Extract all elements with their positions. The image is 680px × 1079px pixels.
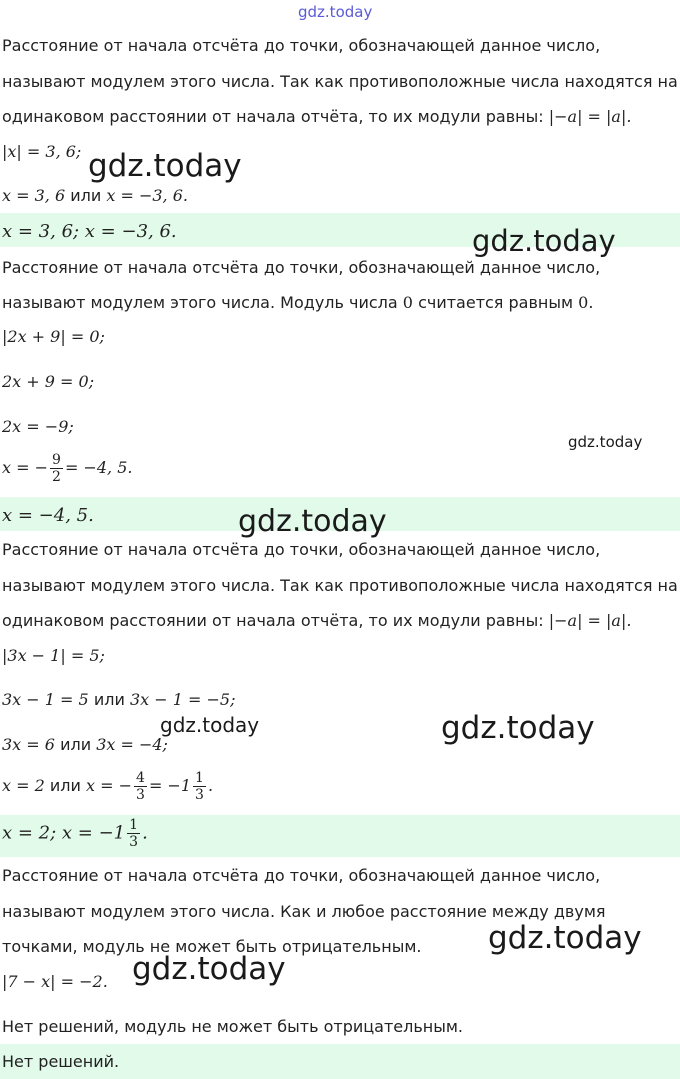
paragraph: [2, 293, 680, 312]
text: считается равным: [412, 293, 579, 312]
math: x = 2: [2, 776, 45, 795]
math: 0.: [578, 293, 594, 312]
equation: [2, 770, 680, 803]
text: одинаковом расстоянии от начала отчёта, то их модули равны:: [2, 107, 549, 126]
fraction: $\frac{9}{2}$: [52, 452, 61, 485]
fraction: $\frac{1}{3}$: [129, 817, 139, 850]
watermark: gdz.today: [298, 3, 373, 21]
equation: [2, 186, 680, 205]
answer: [2, 817, 680, 850]
math: |−a| = |a|.: [548, 611, 632, 630]
paragraph: Расстояние от начала отсчёта до точки, обозначающей данное число,: [2, 540, 601, 559]
equation: |7 − x| = −2.: [2, 972, 108, 991]
math: = −4, 5.: [64, 458, 133, 477]
answer: x = −4, 5.: [2, 505, 94, 526]
watermark: gdz.today: [238, 504, 387, 539]
math: x = −: [2, 458, 49, 477]
answer: x = 3, 6; x = −3, 6.: [2, 221, 177, 242]
math: 3x − 1 = 5: [2, 690, 89, 709]
text: называют модулем этого числа. Модуль числа: [2, 293, 403, 312]
watermark: gdz.today: [441, 710, 595, 746]
math: x = −: [86, 776, 133, 795]
math: 3x − 1 = −5;: [129, 690, 236, 709]
paragraph: называют модулем этого числа. Так как противоположные числа находятся на: [2, 576, 678, 595]
text: одинаковом расстоянии от начала отчёта, то их модули равны:: [2, 611, 549, 630]
fraction: $\frac{4}{3}$: [136, 770, 145, 803]
math: x = −3, 6.: [106, 186, 188, 205]
watermark: gdz.today: [488, 920, 642, 956]
paragraph: [2, 611, 680, 630]
watermark: gdz.today: [568, 433, 643, 451]
watermark: gdz.today: [472, 224, 616, 258]
paragraph: [2, 107, 680, 126]
watermark: gdz.today: [132, 951, 286, 987]
paragraph: Расстояние от начала отсчёта до точки, обозначающей данное число,: [2, 36, 601, 55]
math: = −1: [148, 776, 192, 795]
watermark: gdz.today: [160, 713, 260, 737]
text: или: [70, 186, 102, 205]
math: x = 3, 6: [2, 186, 66, 205]
equation: |x| = 3, 6;: [2, 142, 82, 161]
text: или: [49, 776, 81, 795]
paragraph: Расстояние от начала отсчёта до точки, обозначающей данное число,: [2, 866, 601, 885]
equation: 2x = −9;: [2, 417, 74, 436]
equation: 2x + 9 = 0;: [2, 372, 95, 391]
equation: [2, 452, 680, 485]
paragraph: Нет решений, модуль не может быть отрицательным.: [2, 1017, 464, 1036]
answer: Нет решений.: [2, 1052, 120, 1071]
paragraph: точками, модуль не может быть отрицательным.: [2, 937, 422, 956]
math: 0: [402, 293, 413, 312]
math: .: [207, 776, 214, 795]
fraction: $\frac{1}{3}$: [195, 770, 204, 803]
math: |−a| = |a|.: [548, 107, 632, 126]
math: x = 2; x = −1: [2, 822, 126, 844]
equation: |3x − 1| = 5;: [2, 646, 105, 665]
paragraph: называют модулем этого числа. Так как противоположные числа находятся на: [2, 72, 678, 91]
paragraph: Расстояние от начала отсчёта до точки, обозначающей данное число,: [2, 258, 601, 277]
math: .: [142, 822, 148, 844]
watermark: gdz.today: [88, 148, 242, 184]
equation: [2, 690, 680, 709]
math: 3x = 6: [2, 735, 55, 754]
math: 3x = −4;: [96, 735, 168, 754]
paragraph: называют модулем этого числа. Как и любое расстояние между двумя: [2, 902, 606, 921]
text: или: [93, 690, 125, 709]
text: или: [60, 735, 92, 754]
equation: |2x + 9| = 0;: [2, 327, 105, 346]
